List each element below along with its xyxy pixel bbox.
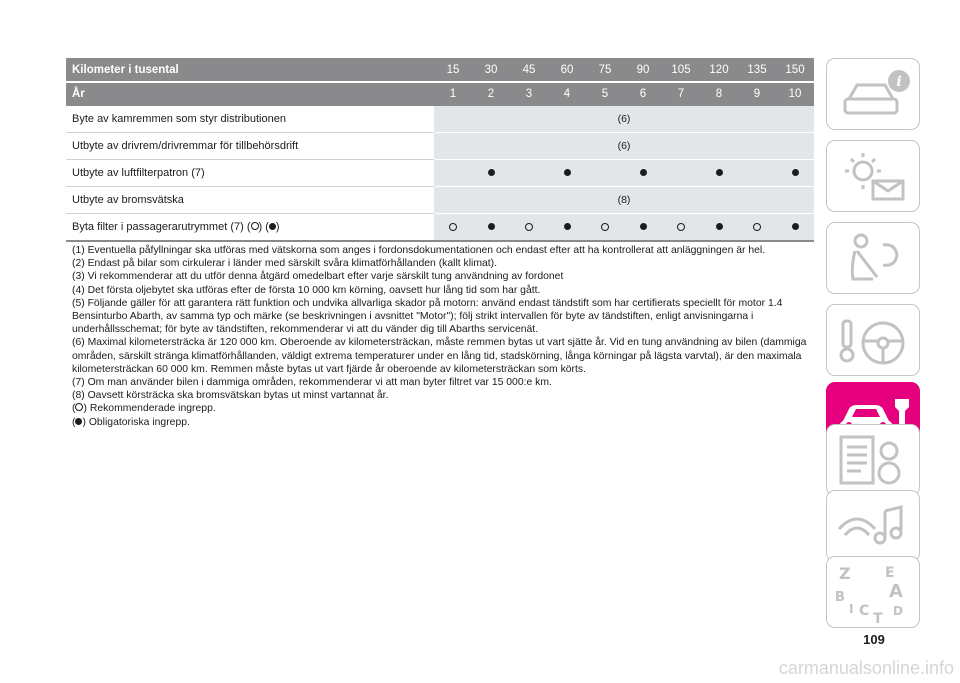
header-km-value: 135 <box>738 58 776 81</box>
chapter-sidebar <box>826 0 922 683</box>
header-km-value: 75 <box>586 58 624 81</box>
mandatory-marker-icon <box>488 223 495 230</box>
header-km-value: 45 <box>510 58 548 81</box>
interval-cell <box>776 160 814 186</box>
row-label: Utbyte av luftfilterpatron (7) <box>66 160 434 186</box>
mandatory-marker-icon <box>564 169 571 176</box>
technical-data-icon <box>827 425 921 497</box>
interval-cell <box>548 214 586 240</box>
footnote: (2) Endast på bilar som cirkulerar i länder med särskilt svåra klimatförhållanden (kallt klimat). <box>72 258 498 270</box>
header-year-value: 10 <box>776 83 814 106</box>
header-km-value: 30 <box>472 58 510 81</box>
mandatory-marker-icon <box>716 169 723 176</box>
tab-car-info[interactable] <box>826 58 920 130</box>
row-label <box>66 214 434 240</box>
key-steering-icon <box>827 305 921 377</box>
footnote: (6) Maximal kilometersträcka är 120 000 km. Oberoende av kilometersträckan, måste remmen bytas ut vart sjätte år. Vid en tung användning av bilen (dammiga områden, särskilt stränga klimatförhållanden, väldigt extrema temperaturer under en lång tid, stadskörning, långa körningar på lägsta varvtal), är den maximala kilometersträckan 60 000 km. Remmen måste bytas ut vart fjärde år oberoende av kilometersträckan som körts. <box>72 337 807 375</box>
mandatory-marker-icon <box>488 169 495 176</box>
recommended-marker-icon <box>601 223 609 231</box>
legend-text: ) Obligatoriska ingrepp. <box>82 416 190 428</box>
header-year-value: 7 <box>662 83 700 106</box>
table-row <box>66 187 814 213</box>
header-year-label: År <box>66 83 434 106</box>
header-year-value: 2 <box>472 83 510 106</box>
row-span-note: (6) <box>434 133 814 159</box>
interval-cell <box>738 160 776 186</box>
table-row <box>66 133 814 159</box>
interval-cell <box>510 214 548 240</box>
table-row <box>66 160 814 186</box>
legend-mandatory <box>72 416 812 429</box>
tab-multimedia[interactable] <box>826 490 920 562</box>
mandatory-marker-icon <box>792 169 799 176</box>
svg-text:T: T <box>873 611 883 627</box>
tab-safety[interactable] <box>826 222 920 294</box>
interval-cell <box>776 214 814 240</box>
interval-cell <box>548 160 586 186</box>
mandatory-marker-icon <box>564 223 571 230</box>
header-km-value: 105 <box>662 58 700 81</box>
header-year-value: 9 <box>738 83 776 106</box>
interval-cell <box>510 160 548 186</box>
row-label: Utbyte av drivrem/drivremmar för tillbehörsdrift <box>66 133 434 159</box>
header-km-value: 60 <box>548 58 586 81</box>
interval-cell <box>472 214 510 240</box>
tab-index[interactable] <box>826 556 920 628</box>
row-span-note: (8) <box>434 187 814 213</box>
recommended-marker-icon <box>251 222 259 230</box>
svg-text:i: i <box>896 74 902 90</box>
mandatory-marker-icon <box>640 169 647 176</box>
tab-warning-lights[interactable] <box>826 140 920 212</box>
header-year-value: 8 <box>700 83 738 106</box>
recommended-marker-icon <box>449 223 457 231</box>
footnote: (7) Om man använder bilen i dammiga områden, rekommenderar vi att man byter filtret var 15 000:e km. <box>72 377 552 389</box>
tab-starting-driving[interactable] <box>826 304 920 376</box>
multimedia-icon <box>827 491 921 563</box>
header-row-km <box>66 58 814 81</box>
recommended-marker-icon <box>753 223 761 231</box>
interval-cell <box>700 160 738 186</box>
seatbelt-airbag-icon <box>827 223 921 295</box>
header-km-value: 90 <box>624 58 662 81</box>
mandatory-marker-icon <box>792 223 799 230</box>
header-year-value: 6 <box>624 83 662 106</box>
row-label: Byte av kamremmen som styr distributionen <box>66 106 434 132</box>
table-row <box>66 106 814 132</box>
interval-cell <box>700 214 738 240</box>
header-year-value: 1 <box>434 83 472 106</box>
interval-cell <box>624 160 662 186</box>
legend-text: ) Rekommenderade ingrepp. <box>83 403 216 415</box>
recommended-marker-icon <box>525 223 533 231</box>
warning-lights-icon <box>827 141 921 213</box>
header-km-value: 120 <box>700 58 738 81</box>
footnote: (3) Vi rekommenderar att du utför denna åtgärd omedelbart efter varje särskilt tung användning av fordonet <box>72 271 564 283</box>
interval-cell <box>662 160 700 186</box>
watermark: carmanualsonline.info <box>778 658 954 678</box>
header-year-value: 4 <box>548 83 586 106</box>
svg-text:D: D <box>893 604 903 618</box>
interval-cell <box>586 214 624 240</box>
interval-cell <box>434 214 472 240</box>
legend-paren: ( <box>72 403 76 415</box>
svg-text:B: B <box>835 590 845 605</box>
footnote: (4) Det första oljebytet ska utföras efter de första 10 000 km körning, oavsett hur lång tid som har gått. <box>72 284 541 296</box>
table-bottom-rule <box>66 240 814 242</box>
table-row <box>66 214 814 240</box>
footnote: (5) Följande gäller för att garantera rätt funktion och undvika allvarliga skador på motorn: använd endast tändstift som har certifierats speciellt för motor 1.4 Bensinturbo Abarth, av samma typ och märke (se beskrivningen i avsnittet "Motor"); följ strikt intervallen för byte av tändstiften, enligt anvisningarna i underhållsschemat; för byte av tändstiften, rekommenderar vi att du vänder dig till Abarths servicenät. <box>72 297 783 336</box>
svg-text:E: E <box>885 565 895 581</box>
page-number: 109 <box>863 632 885 647</box>
row-label-mid: ) ( <box>258 220 269 233</box>
car-info-icon <box>827 59 921 131</box>
interval-cell <box>434 160 472 186</box>
row-label: Utbyte av bromsvätska <box>66 187 434 213</box>
recommended-marker-icon <box>677 223 685 231</box>
row-label-suffix: ) <box>275 220 280 233</box>
interval-cell <box>624 214 662 240</box>
tab-technical-data[interactable] <box>826 424 920 496</box>
interval-cell <box>662 214 700 240</box>
header-km-label: Kilometer i tusental <box>66 58 434 81</box>
footnotes <box>72 244 812 429</box>
row-label-prefix: Byta filter i passagerarutrymmet (7) ( <box>72 220 251 233</box>
header-km-value: 150 <box>776 58 814 81</box>
interval-cell <box>472 160 510 186</box>
mandatory-marker-icon <box>269 223 276 230</box>
header-year-value: 5 <box>586 83 624 106</box>
row-span-note: (6) <box>434 106 814 132</box>
interval-cell <box>738 214 776 240</box>
svg-text:I: I <box>849 602 854 616</box>
mandatory-marker-icon <box>716 223 723 230</box>
svg-text:C: C <box>859 603 870 619</box>
header-km-value: 15 <box>434 58 472 81</box>
legend-paren: ( <box>72 416 76 428</box>
svg-text:A: A <box>889 581 903 602</box>
legend-recommended <box>72 402 812 415</box>
index-icon <box>827 557 921 629</box>
maintenance-table <box>66 58 814 240</box>
header-year-value: 3 <box>510 83 548 106</box>
footnote: (1) Eventuella påfyllningar ska utföras med vätskorna som anges i fordonsdokumentationen och endast efter att ha kontrollerat att anläggningen är hel. <box>72 245 766 256</box>
svg-text:Z: Z <box>839 564 851 583</box>
header-row-year <box>66 83 814 106</box>
interval-cell <box>586 160 624 186</box>
mandatory-marker-icon <box>640 223 647 230</box>
footnote: (8) Oavsett körsträcka ska bromsvätskan bytas ut minst vartannat år. <box>72 390 389 402</box>
